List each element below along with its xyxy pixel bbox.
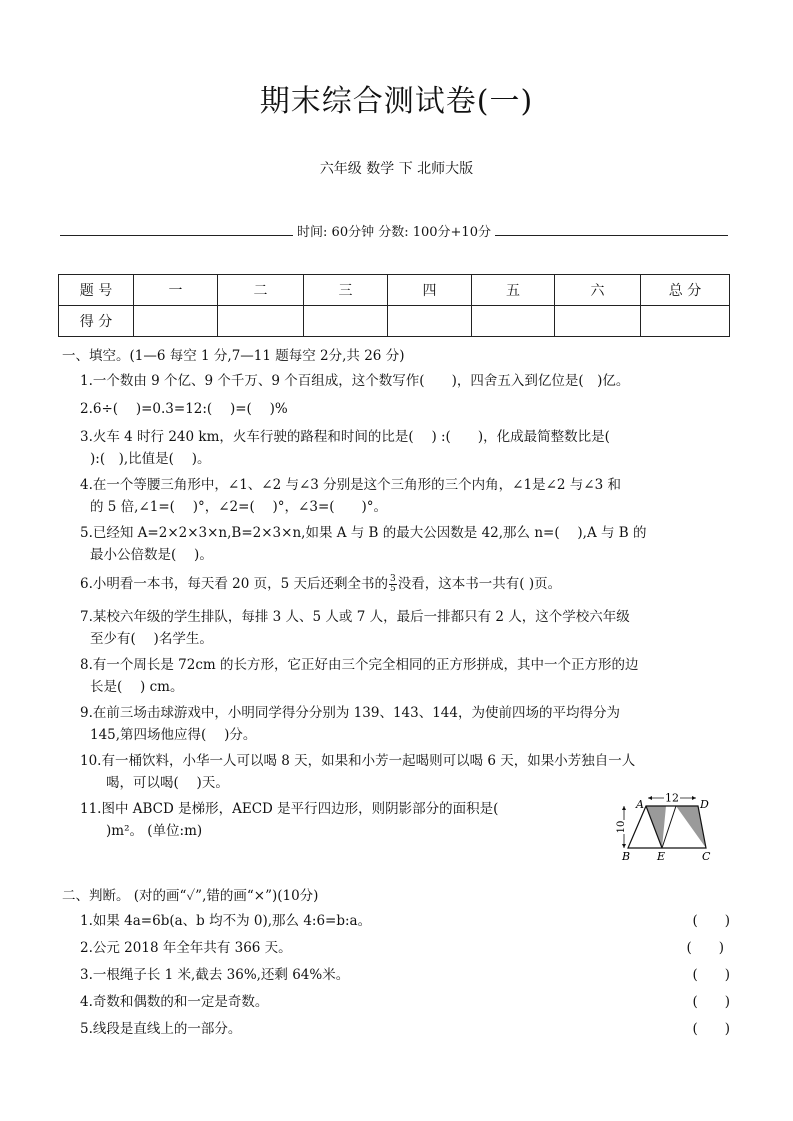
judge-text: 5.线段是直线上的一部分。 xyxy=(80,1021,242,1037)
arrow-up-icon xyxy=(622,806,626,810)
score-header-cell: 总 分 xyxy=(641,275,730,306)
score-header-cell: 五 xyxy=(472,275,555,306)
page-title: 期末综合测试卷(一) xyxy=(259,84,534,119)
judge-item-2 xyxy=(80,937,730,959)
question-text: 8.有一个周长是 72cm 的长方形，它正好由三个完全相同的正方形拼成，其中一个正方形的边 xyxy=(80,657,639,673)
answer-paren[interactable]: ( ) xyxy=(692,1021,730,1037)
score-table-header-row xyxy=(59,275,730,306)
score-header-cell: 题 号 xyxy=(59,275,134,306)
question-1 xyxy=(80,370,736,392)
judge-item-5 xyxy=(80,1018,730,1040)
answer-paren[interactable]: ( ) xyxy=(692,994,730,1010)
section-1-title: 一、填空。(1—6 每空 1 分,7—11 题每空 2分,共 26 分) xyxy=(62,348,405,364)
question-text-cont: 长是( ) cm。 xyxy=(90,679,184,695)
question-8 xyxy=(80,654,736,698)
question-3 xyxy=(80,426,736,470)
score-cell[interactable] xyxy=(388,306,472,337)
question-text: 2.6÷( )=0.3=12:( )=( )% xyxy=(80,401,288,417)
judge-item-3 xyxy=(80,964,730,986)
question-text-cont: 喝，可以喝( )天。 xyxy=(106,775,229,791)
fraction-numerator: 3 xyxy=(390,574,396,584)
score-cell[interactable] xyxy=(641,306,730,337)
vertex-D: D xyxy=(700,798,709,811)
time-score-info: 时间: 60分钟 分数: 100分+10分 xyxy=(297,225,491,240)
score-header-cell: 四 xyxy=(388,275,472,306)
score-header-cell: 二 xyxy=(218,275,304,306)
question-text-cont: 的 5 倍,∠1=( )°，∠2=( )°，∠3=( )°。 xyxy=(90,499,388,515)
answer-paren[interactable]: ( ) xyxy=(692,967,730,983)
score-table-score-row xyxy=(59,306,730,337)
question-text-cont: 至少有( )名学生。 xyxy=(90,631,213,647)
question-5 xyxy=(80,522,736,566)
info-line xyxy=(60,218,728,240)
score-cell[interactable] xyxy=(134,306,218,337)
question-text-cont: 145,第四场他应得( )分。 xyxy=(90,727,257,743)
question-7 xyxy=(80,606,736,650)
judge-text: 3.一根绳子长 1 米,截去 36%,还剩 64%米。 xyxy=(80,967,350,983)
question-text: 9.在前三场击球游戏中，小明同学得分分别为 139、143、144，为使前四场的平均得分为 xyxy=(80,705,620,721)
question-4 xyxy=(80,474,736,518)
top-length-label: 12 xyxy=(665,792,679,805)
question-text: 没看，这本书一共有( )页。 xyxy=(397,576,562,592)
question-11 xyxy=(80,798,580,842)
judge-text: 1.如果 4a=6b(a、b 均不为 0),那么 4:6=b:a。 xyxy=(80,913,372,929)
question-2 xyxy=(80,398,736,420)
question-text: 6.小明看一本书，每天看 20 页，5 天后还剩全书的 xyxy=(80,576,389,592)
question-text-cont: ):( ),比值是( )。 xyxy=(90,451,211,467)
question-text: 3.火车 4 时行 240 km，火车行驶的路程和时间的比是( ) :( )，化成最简整数比是( xyxy=(80,429,610,445)
score-cell[interactable] xyxy=(472,306,555,337)
question-text: 11.图中 ABCD 是梯形，AECD 是平行四边形，则阴影部分的面积是( xyxy=(80,801,499,817)
page-subtitle: 六年级 数学 下 北师大版 xyxy=(319,161,474,177)
arrow-left-icon xyxy=(648,796,652,800)
judge-text: 4.奇数和偶数的和一定是奇数。 xyxy=(80,994,269,1010)
score-cell[interactable] xyxy=(218,306,304,337)
class-blank-line xyxy=(495,234,728,236)
score-table xyxy=(58,274,730,337)
question-6 xyxy=(80,573,736,595)
height-label: 10 xyxy=(616,820,627,834)
question-text: 10.有一桶饮料，小华一人可以喝 8 天，如果和小芳一起喝则可以喝 6 天，如果小芳独自一人 xyxy=(80,753,636,769)
section-2-title: 二、判断。 (对的画“✓”,错的画“×”)(10分) xyxy=(62,888,319,904)
trapezoid-figure xyxy=(614,792,718,862)
question-text: 5.已经知 A=2×2×3×n,B=2×3×n,如果 A 与 B 的最大公因数是 42,那么 n=( ),A 与 B 的 xyxy=(80,525,647,541)
fraction xyxy=(389,575,397,594)
score-header-cell: 六 xyxy=(555,275,641,306)
arrow-down-icon xyxy=(622,844,626,848)
vertex-E: E xyxy=(657,850,666,862)
score-header-cell: 一 xyxy=(134,275,218,306)
score-row-label: 得 分 xyxy=(59,306,134,337)
fraction-denominator: 5 xyxy=(390,584,396,594)
vertex-C: C xyxy=(702,850,711,862)
score-cell[interactable] xyxy=(555,306,641,337)
judge-text: 2.公元 2018 年全年共有 366 天。 xyxy=(80,940,292,956)
judge-item-4 xyxy=(80,991,730,1013)
judge-item-1 xyxy=(80,910,730,932)
question-9 xyxy=(80,702,736,746)
question-text: 4.在一个等腰三角形中，∠1、∠2 与∠3 分别是这个三角形的三个内角，∠1是∠2 与∠3 和 xyxy=(80,477,621,493)
vertex-B: B xyxy=(622,850,631,862)
name-blank-line xyxy=(60,234,293,236)
score-cell[interactable] xyxy=(304,306,388,337)
answer-paren[interactable]: ( ) xyxy=(692,913,730,929)
vertex-A: A xyxy=(636,798,644,811)
question-text: 7.某校六年级的学生排队，每排 3 人、5 人或 7 人，最后一排都只有 2 人，这个学校六年级 xyxy=(80,609,630,625)
question-10 xyxy=(80,750,736,794)
arrow-right-icon xyxy=(692,796,696,800)
score-header-cell: 三 xyxy=(304,275,388,306)
answer-paren[interactable]: ( ) xyxy=(686,940,724,956)
question-text-cont: 最小公倍数是( )。 xyxy=(90,547,213,563)
question-text-cont: )m²。 (单位:m) xyxy=(106,823,203,839)
question-text: 1.一个数由 9 个亿、9 个千万、9 个百组成，这个数写作( )，四舍五入到亿位是( )亿。 xyxy=(80,373,630,389)
